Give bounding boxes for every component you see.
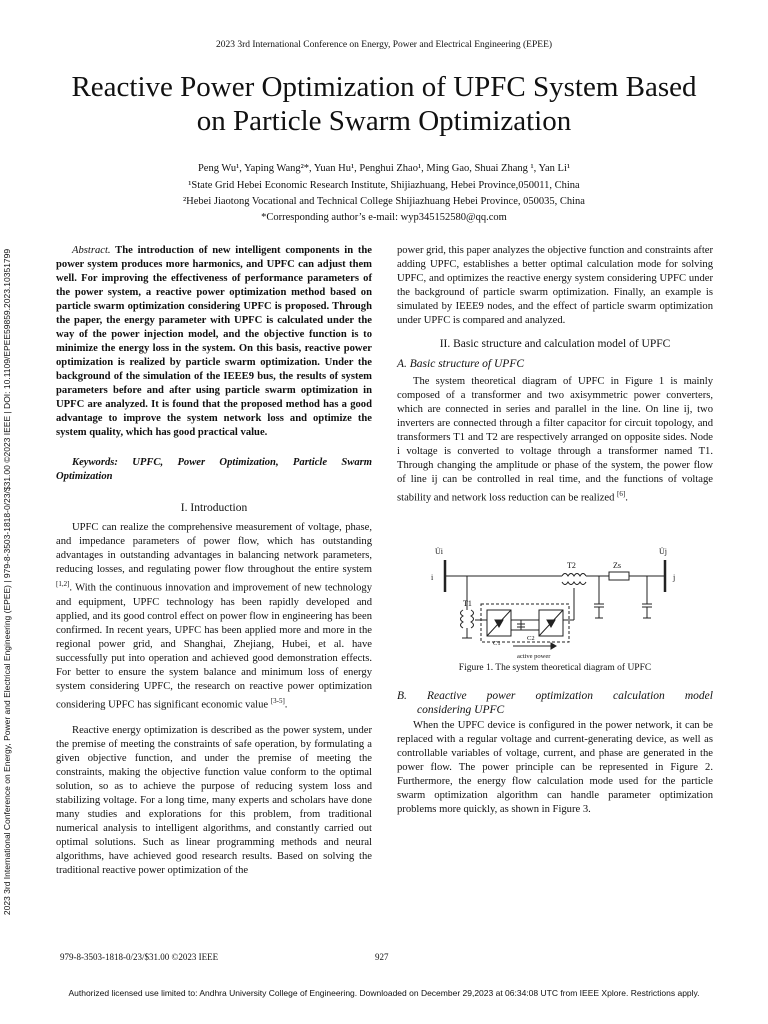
label-vi: U̇i xyxy=(435,547,443,556)
authorized-use-notice: Authorized licensed use limited to: Andhra University College of Engineering. Downloaded on December 29,2023 at 06:34:08 UTC from IEEE Xplore. Restrictions apply. xyxy=(68,988,700,998)
label-t1: T1 xyxy=(463,599,472,608)
zs-impedance xyxy=(609,572,629,580)
figure-1-caption: Figure 1. The system theoretical diagram of UPFC xyxy=(458,663,652,673)
intro-paragraph-2: Reactive energy optimization is described as the power system, under the premise of meeting the constraints of safe operation, by formulating a given objective function, and under the premise of meeting the constraints, making the objective function value conform to the optimal solution, so as to achieve the purpose of reducing system loss and stabilizing voltage. For a long time, many experts and scholars have done many studies and explorations for this problem, from traditional numerical analysis to intelligent algorithms, and constantly carried out optimal solutions. Such as linear programming methods and neural algorithms, have achieved good research results. Based on solving the traditional reactive power optimization of the xyxy=(56,725,372,877)
subsection-a-end: . xyxy=(625,492,628,504)
label-i: i xyxy=(431,573,434,582)
label-c1: C1 xyxy=(493,640,501,647)
abstract xyxy=(56,244,372,440)
intro-paragraph-2-continued: power grid, this paper analyzes the objective function and constraints after adding UPFC, establishes a better optimal calculation mode for solving UPFC, and optimizes the reactive energy system considering UPFC under the background of particle swarm optimization. Finally, an example is simulated by IEEE9 nodes, and the effect of particle swarm optimization under UPFC is compared and analyzed. xyxy=(397,245,713,326)
subsection-b-heading-line-1: B. Reactive power optimization calculation model xyxy=(397,690,713,702)
label-active-power: active power xyxy=(517,653,551,660)
subsection-b-paragraph: When the UPFC device is configured in the power network, it can be replaced with a regular voltage and current-generating device, as well as controllable variables of voltage, current, and phase are generated in the power flow. The power principle can be represented in Figure 2. Furthermore, the energy flow calculation mode used for the particle swarm optimization algorithm can handle parameter optimization problems more quickly, as shown in Figure 3. xyxy=(397,720,713,815)
label-t2: T2 xyxy=(567,561,576,570)
citation-3-5: [3-5] xyxy=(270,696,285,705)
affiliation-2: ²Hebei Jiaotong Vocational and Technical College Shijiazhuang Hebei Province, 050035, China xyxy=(183,196,585,207)
intro-p1-part-a: UPFC can realize the comprehensive measurement of voltage, phase, and impedance parameters of power flow, which has outstanding advantages in outstanding advantages in balancing network parameters, reducing losses, and regulating power flow throughout the entire system xyxy=(56,522,372,575)
t1-secondary-coil xyxy=(471,610,474,628)
author-list: Peng Wu¹, Yaping Wang²*, Yuan Hu¹, Penghui Zhao¹, Ming Gao, Shuai Zhang ¹, Yan Li¹ xyxy=(197,163,571,174)
doi-sidebar-text: 2023 3rd International Conference on Energy, Power and Electrical Engineering (EPEE) | 979-8-3503-1818-0/23/$31.00 ©2023 IEEE | DOI: 10.1109/EPEE59859.2023.10351799 xyxy=(2,248,12,916)
citation-6: [6] xyxy=(617,490,626,498)
citation-1-2: [1,2] xyxy=(56,580,70,588)
upfc-diagram xyxy=(417,540,693,662)
doi-sidebar xyxy=(2,212,16,952)
right-column-lower xyxy=(397,689,713,817)
section-2-heading: II. Basic structure and calculation model of UPFC xyxy=(439,338,671,350)
title-line-2: on Particle Swarm Optimization xyxy=(196,105,572,137)
page-number: 927 xyxy=(375,952,389,962)
title-line-1: Reactive Power Optimization of UPFC System Based xyxy=(71,71,697,103)
footer-copyright: 979-8-3503-1818-0/23/$31.00 ©2023 IEEE xyxy=(60,952,219,962)
intro-p1-part-b: . With the continuous innovation and improvement of new technology and equipment, UPFC technology has been rapidly developed and applied, and its good control effect on power flow in engineering has been confirmed. In recent years, UPFC has been applied more and more in the regional power grid, and Shanghai, Zhejiang, Hubei, et al. have successfully put into operation and achieved good demonstration effects. For better to ensure the system balance and minimum loss of energy system considering UPFC, the research on reactive power optimization considering UPFC has significant economic value xyxy=(56,582,372,711)
subsection-a-paragraph xyxy=(397,375,713,506)
right-column xyxy=(397,244,713,506)
section-1-heading: I. Introduction xyxy=(180,502,248,514)
label-zs: Zs xyxy=(613,561,621,570)
t1-primary-coil xyxy=(461,610,464,628)
paper-title xyxy=(30,70,738,138)
affiliation-1: ¹State Grid Hebei Economic Research Institute, Shijiazhuang, Hebei Province,050011, China xyxy=(188,180,580,191)
corresponding-email: *Corresponding author’s e-mail: wyp345152580@qq.com xyxy=(261,212,507,223)
left-column xyxy=(56,244,372,878)
label-vj: U̇j xyxy=(659,547,667,556)
label-c2: C2 xyxy=(527,635,535,642)
t2-secondary-coil xyxy=(562,582,586,585)
subsection-a-text: The system theoretical diagram of UPFC in Figure 1 is mainly composed of a transformer and two axisymmetric power converters, which are connected in series and parallel in the line. On line ij, two inverters are connected through a filter capacitor for circuit topology, and transformers T1 and T2 are respectively arranged on opposite sides. Node i voltage is converted to voltage through a transformer named T1. Through changing the amplitude or phase of the system, the power flow of line ij can be controlled in real time, and the functions of voltage stability and network loss reduction can be realized xyxy=(397,376,713,504)
subsection-a-heading: A. Basic structure of UPFC xyxy=(397,358,525,370)
intro-p1-part-c: . xyxy=(284,699,288,711)
t2-primary-coil xyxy=(562,574,586,577)
conference-header: 2023 3rd International Conference on Energy, Power and Electrical Engineering (EPEE) xyxy=(215,40,553,50)
intro-paragraph-1 xyxy=(56,521,372,712)
label-j: j xyxy=(673,573,676,582)
keywords-text: UPFC, Power Optimization, Particle Swarm Optimization xyxy=(56,457,372,482)
keywords xyxy=(56,456,372,484)
subsection-b-heading-line-2: considering UPFC xyxy=(417,704,505,716)
keywords-label: Keywords: xyxy=(72,457,118,468)
abstract-label: Abstract. xyxy=(72,245,111,256)
abstract-text: The introduction of new intelligent components in the power system produces more harmonics, and UPFC can adjust them well. For improving the effectiveness of performance parameters of the power system, a reactive power optimization method based on particle swarm optimization considering UPFC is proposed. Through the paper, the energy parameter with UPFC is calculated under the way of the power injection model, and the objective function is to minimize the energy loss in the system. On this basis, reactive power optimization is realized by particle swarm optimization. Under the background of the simulation of the IEEE9 bus, the results of system parameters before and after using particle swarm optimization in UPFC are analyzed. It is found that the proposed method has a good advantage to improve the system network loss and optimize the system quality, which has good practical value. xyxy=(56,245,372,438)
